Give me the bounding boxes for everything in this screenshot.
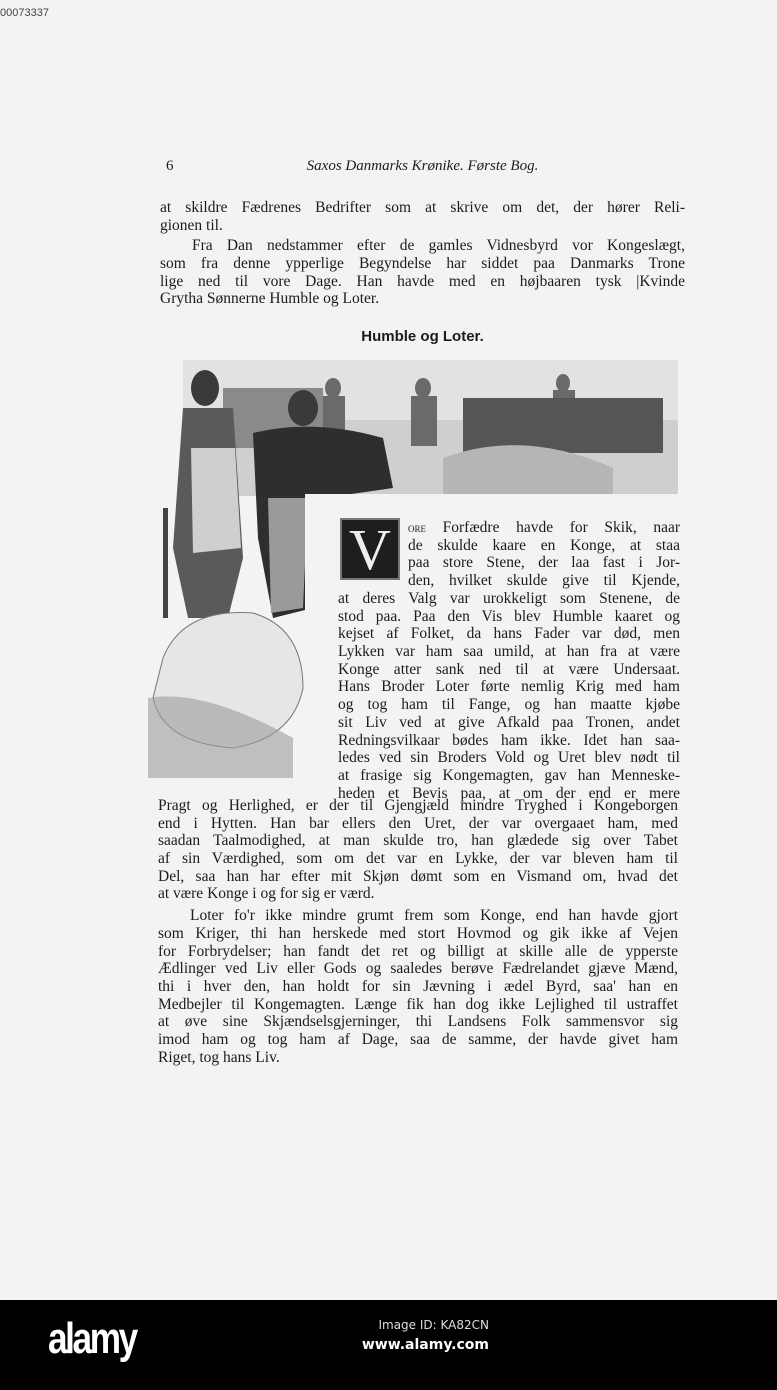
text-line: de skulde kaare en Konge, at staa — [408, 536, 680, 554]
text-line: og tog ham til Fange, og han maatte kjøbe — [338, 696, 680, 714]
text-line: som fra denne ypperlige Begyndelse har siddet paa Danmarks Trone — [160, 255, 685, 273]
text-line: Ædlinger ved Liv eller Gods og saaledes berøve Fædrelandet gjæve Mænd, — [158, 960, 678, 978]
text-line: at frasige sig Kongemagten, gav han Menneske- — [338, 766, 680, 784]
text-line: lige ned til vore Dage. Han havde med en højbaaren tysk |Kvinde — [160, 272, 685, 290]
alamy-logo: alamy — [48, 1314, 136, 1363]
text-line: Loter fo'r ikke mindre grumt frem som Konge, end han havde gjort — [190, 907, 678, 925]
dropcap-lines — [408, 519, 680, 590]
site-url: www.alamy.com — [361, 1337, 489, 1353]
text-line: Grytha Sønnerne Humble og Loter. — [160, 290, 380, 308]
image-id: Image ID: KA82CN — [378, 1318, 489, 1332]
text-line: Pragt og Herlighed, er der til Gjengjæld mindre Tryghed i Kongeborgen — [158, 797, 678, 814]
text-line: Lykken var ham saa umild, at han fra at være — [338, 643, 680, 661]
text-line: Del, saa han har efter mit Skjøn dømt som en Vismand om, hvad det — [158, 867, 678, 885]
text-line: sit Liv ved at give Afkald paa Tronen, andet — [338, 713, 680, 731]
text-line: Redningsvilkaar bødes ham ikke. Idet han saa- — [338, 731, 680, 749]
text-line: den, hvilket skulde give til Kjende, — [408, 572, 680, 590]
text-line: at øve sine Skjændselsgjerninger, thi Landsens Folk sammensvor sig — [158, 1013, 678, 1031]
main-text — [158, 797, 678, 1066]
text-line-content: Forfædre havde for Skik, naar — [442, 519, 680, 536]
running-header — [160, 158, 685, 178]
watermark-banner — [0, 1300, 777, 1390]
intro-text — [160, 199, 685, 308]
text-line: ledes ved sin Broders Vold og Uret blev nødt til — [338, 749, 680, 767]
text-line: Hans Broder Loter førte nemlig Krig med ham — [338, 678, 680, 696]
text-line: imod ham og tog ham af Dage, saa de samme, der havde givet ham — [158, 1030, 678, 1048]
text-line: Konge atter sank ned til at være Undersaat. — [338, 660, 680, 678]
page-number: 6 — [166, 158, 174, 174]
text-line: kejset af Folket, da hans Fader var død, men — [338, 625, 680, 643]
section-title: Humble og Loter. — [361, 328, 484, 345]
text-line — [408, 519, 680, 537]
running-title: Saxos Danmarks Krønike. Første Bog. — [306, 158, 539, 174]
scan-id: 00073337 — [0, 7, 49, 19]
text-line: saadan Taalmodighed, at man skulde tro, han glædede sig over Tabet — [158, 832, 678, 850]
text-line: stod paa. Paa den Vis blev Humble kaaret og — [338, 607, 680, 625]
text-line: for Forbrydelser; han fandt det ret og billigt at skille alle de ypperste — [158, 942, 678, 960]
text-line: at være Konge i og for sig er værd. — [158, 885, 375, 903]
text-line: som Kriger, thi han herskede med stort Hovmod og gik ikke af Vejen — [158, 924, 678, 942]
first-word-rest: ore — [408, 520, 426, 535]
text-line: end i Hytten. Han bar ellers den Uret, der var overgaaet ham, med — [158, 814, 678, 832]
text-line: heden et Bevis paa, at om der end er mere — [338, 784, 680, 802]
drop-cap-initial: V — [340, 518, 400, 580]
text-line: Medbejler til Kongemagten. Længe fik han dog ikke Lejlighed til ustraffet — [158, 995, 678, 1013]
text-line: Riget, tog hans Liv. — [158, 1048, 280, 1066]
text-line: at skildre Fædrenes Bedrifter som at skrive om det, der hører Reli- — [160, 199, 685, 216]
text-line: af sin Værdighed, som om det var en Lykke, der var bleven ham til — [158, 850, 678, 868]
text-line: paa store Stene, der laa fast i Jor- — [408, 554, 680, 572]
text-line: Fra Dan nedstammer efter de gamles Vidnesbyrd vor Kongeslægt, — [192, 237, 685, 255]
narrow-lines — [338, 590, 680, 802]
text-line: at deres Valg var urokkeligt som Stenene, de — [338, 590, 680, 607]
text-line: thi i hver den, han holdt for sin Jævning i ædel Byrd, saa' han en — [158, 977, 678, 995]
text-line: gionen til. — [160, 216, 223, 234]
